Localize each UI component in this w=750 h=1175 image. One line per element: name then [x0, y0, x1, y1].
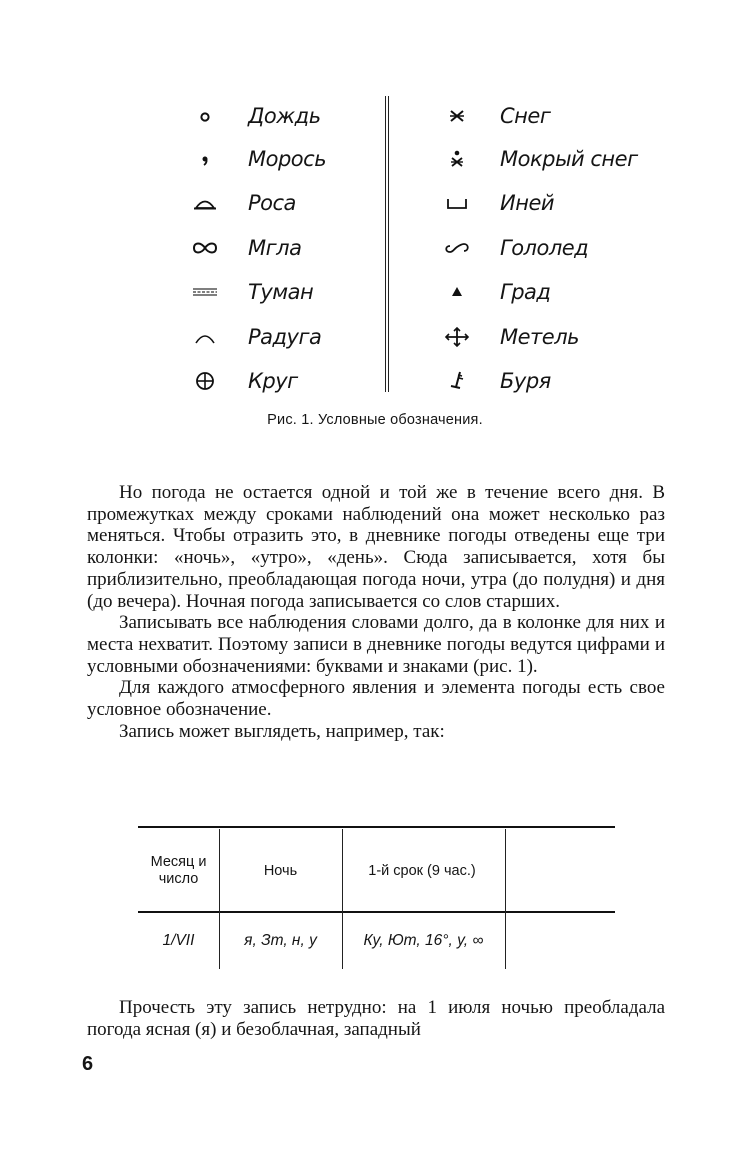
- circle-icon: [180, 106, 230, 126]
- legend-item-glaze: [432, 228, 588, 268]
- legend-label: Дождь: [248, 104, 321, 128]
- frost-icon: [432, 193, 482, 213]
- halo-icon: [180, 369, 230, 393]
- legend-item-halo: [180, 361, 298, 401]
- table-cell: [505, 916, 615, 966]
- table-header-cell: 1-й срок (9 час.): [368, 862, 476, 879]
- legend-label: Роса: [248, 191, 296, 215]
- legend-label: Иней: [500, 191, 555, 215]
- fog-icon: [180, 282, 230, 302]
- legend-label: Град: [500, 280, 551, 304]
- infinity-icon: [180, 238, 230, 258]
- glaze-icon: [432, 238, 482, 258]
- storm-icon: [432, 369, 482, 393]
- paragraph: Прочесть эту запись нетрудно: на 1 июля ночью преобладала погода ясная (я) и безоблачная, западный: [87, 997, 665, 1040]
- legend-item-frost: [432, 183, 554, 223]
- legend-item-blizzard: [432, 317, 579, 357]
- hail-icon: [432, 282, 482, 302]
- table-cell: Ку, Ют, 16°, у, ∞: [363, 932, 484, 949]
- body-text: [87, 482, 665, 742]
- wet-snow-icon: [432, 148, 482, 170]
- legend-item-rainbow: [180, 317, 321, 357]
- table-header-rule: [138, 911, 615, 913]
- paragraph: Но погода не остается одной и той же в течение всего дня. В промежутках между сроками наблюдений она может несколько раз меняться. Чтобы отразить это, в дневнике погоды отведены еще три колонки: «ночь», «утро», «день». Сюда записывается, хотя бы приблизительно, преобладающая погода ночи, утра (до полудня) и дня (до вечера). Ночная погода записывается со слов старших.: [87, 482, 665, 612]
- legend-label: Буря: [500, 369, 551, 393]
- legend-divider: [385, 96, 389, 392]
- legend-label: Метель: [500, 325, 579, 349]
- legend-label: Туман: [248, 280, 314, 304]
- legend-label: Мгла: [248, 236, 302, 260]
- rainbow-icon: [180, 327, 230, 347]
- comma-icon: [180, 149, 230, 169]
- legend-item-storm: [432, 361, 551, 401]
- legend-label: Мокрый снег: [500, 147, 638, 171]
- legend-item-snow: [432, 96, 550, 136]
- legend-item-drizzle: [180, 139, 326, 179]
- table-cell: 1/VII: [162, 932, 195, 949]
- legend-label: Морось: [248, 147, 327, 171]
- legend-item-haze: [180, 228, 301, 268]
- paragraph: Для каждого атмосферного явления и элемента погоды есть свое условное обозначение.: [87, 677, 665, 721]
- legend-label: Круг: [248, 369, 298, 393]
- table-header-cell: [505, 832, 615, 910]
- table-header-cell: Месяц и число: [150, 854, 207, 887]
- legend-label: Радуга: [248, 325, 322, 349]
- legend-item-wet-snow: [432, 139, 638, 179]
- blizzard-icon: [432, 325, 482, 349]
- snowflake-icon: [432, 106, 482, 126]
- paragraph: Запись может выглядеть, например, так:: [119, 720, 445, 742]
- dew-icon: [180, 193, 230, 213]
- closing-text: [87, 997, 665, 1040]
- legend-label: Гололед: [500, 236, 589, 260]
- legend-item-fog: [180, 272, 313, 312]
- page-number: 6: [82, 1053, 94, 1075]
- figure-caption: Рис. 1. Условные обозначения.: [267, 412, 483, 428]
- legend-item-dew: [180, 183, 296, 223]
- table-cell: я, Зт, н, у: [244, 932, 317, 949]
- paragraph: Записывать все наблюдения словами долго, да в колонке для них и места нехватит. Поэтому записи в дневнике погоды ведутся цифрами и условными обозначениями: буквами и знаками (рис. 1).: [87, 612, 665, 677]
- table-top-rule: [138, 826, 615, 828]
- weather-record-table: [138, 826, 615, 972]
- legend-item-rain: [180, 96, 321, 136]
- legend-label: Снег: [500, 104, 551, 128]
- table-header-cell: Ночь: [263, 862, 298, 879]
- weather-symbols-legend: [180, 96, 650, 400]
- legend-item-hail: [432, 272, 550, 312]
